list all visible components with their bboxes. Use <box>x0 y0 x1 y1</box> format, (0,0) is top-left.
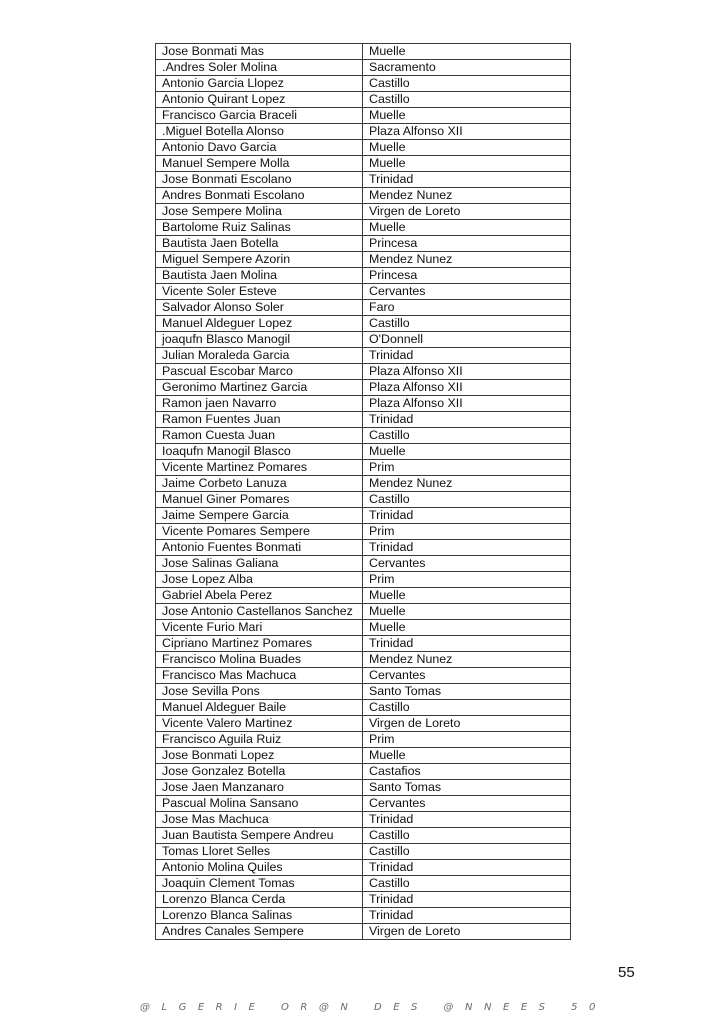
location-cell: Mendez Nunez <box>363 476 571 492</box>
table-row <box>156 284 571 300</box>
person-name-cell: Pascual Escobar Marco <box>156 364 363 380</box>
table-row <box>156 892 571 908</box>
location-cell: Santo Tomas <box>363 684 571 700</box>
location-cell: Faro <box>363 300 571 316</box>
location-cell: Prim <box>363 572 571 588</box>
location-cell: Castafios <box>363 764 571 780</box>
person-name-cell: Salvador Alonso Soler <box>156 300 363 316</box>
location-cell: Virgen de Loreto <box>363 204 571 220</box>
person-name-cell: Vicente Furio Mari <box>156 620 363 636</box>
location-cell: Muelle <box>363 604 571 620</box>
person-name-cell: Jose Gonzalez Botella <box>156 764 363 780</box>
person-name-cell: Joaquin Clement Tomas <box>156 876 363 892</box>
person-name-cell: Jose Antonio Castellanos Sanchez <box>156 604 363 620</box>
person-name-cell: Jose Sevilla Pons <box>156 684 363 700</box>
location-cell: Muelle <box>363 108 571 124</box>
person-name-cell: Jaime Sempere Garcia <box>156 508 363 524</box>
person-name-cell: Jose Salinas Galiana <box>156 556 363 572</box>
person-name-cell: Bautista Jaen Molina <box>156 268 363 284</box>
person-name-cell: Vicente Valero Martinez <box>156 716 363 732</box>
location-cell: Muelle <box>363 156 571 172</box>
location-cell: Trinidad <box>363 508 571 524</box>
location-cell: Princesa <box>363 268 571 284</box>
person-name-cell: Antonio Fuentes Bonmati <box>156 540 363 556</box>
table-row <box>156 60 571 76</box>
table-row <box>156 428 571 444</box>
location-cell: Castillo <box>363 876 571 892</box>
person-name-cell: Jaime Corbeto Lanuza <box>156 476 363 492</box>
location-cell: Castillo <box>363 700 571 716</box>
table-row <box>156 556 571 572</box>
table-row <box>156 924 571 940</box>
names-table-body <box>156 44 571 940</box>
location-cell: Mendez Nunez <box>363 188 571 204</box>
person-name-cell: Antonio Davo Garcia <box>156 140 363 156</box>
location-cell: Trinidad <box>363 812 571 828</box>
person-name-cell: Jose Bonmati Mas <box>156 44 363 60</box>
person-name-cell: Jose Bonmati Escolano <box>156 172 363 188</box>
page-number: 55 <box>618 964 635 981</box>
person-name-cell: Juan Bautista Sempere Andreu <box>156 828 363 844</box>
person-name-cell: Vicente Martinez Pomares <box>156 460 363 476</box>
location-cell: Princesa <box>363 236 571 252</box>
table-row <box>156 380 571 396</box>
table-row <box>156 108 571 124</box>
location-cell: Trinidad <box>363 540 571 556</box>
location-cell: Cervantes <box>363 284 571 300</box>
table-row <box>156 540 571 556</box>
location-cell: Plaza Alfonso XII <box>363 396 571 412</box>
location-cell: Trinidad <box>363 860 571 876</box>
location-cell: Muelle <box>363 444 571 460</box>
location-cell: Santo Tomas <box>363 780 571 796</box>
footer-watermark-text: @LGERIE OR@N DES @NNEES 50 <box>140 1002 607 1013</box>
location-cell: Castillo <box>363 316 571 332</box>
person-name-cell: Jose Sempere Molina <box>156 204 363 220</box>
person-name-cell: Miguel Sempere Azorin <box>156 252 363 268</box>
location-cell: Muelle <box>363 140 571 156</box>
location-cell: Castillo <box>363 492 571 508</box>
location-cell: Castillo <box>363 828 571 844</box>
location-cell: Muelle <box>363 620 571 636</box>
location-cell: Muelle <box>363 220 571 236</box>
person-name-cell: Lorenzo Blanca Salinas <box>156 908 363 924</box>
person-name-cell: Francisco Garcia Braceli <box>156 108 363 124</box>
location-cell: Mendez Nunez <box>363 252 571 268</box>
table-row <box>156 220 571 236</box>
table-row <box>156 588 571 604</box>
table-row <box>156 476 571 492</box>
table-row <box>156 796 571 812</box>
location-cell: Castillo <box>363 428 571 444</box>
location-cell: Plaza Alfonso XII <box>363 124 571 140</box>
person-name-cell: Bartolome Ruiz Salinas <box>156 220 363 236</box>
table-row <box>156 204 571 220</box>
table-row <box>156 236 571 252</box>
table-row <box>156 508 571 524</box>
table-row <box>156 620 571 636</box>
location-cell: Trinidad <box>363 636 571 652</box>
location-cell: Cervantes <box>363 556 571 572</box>
location-cell: Plaza Alfonso XII <box>363 380 571 396</box>
person-name-cell: .Andres Soler Molina <box>156 60 363 76</box>
table-row <box>156 492 571 508</box>
person-name-cell: Antonio Garcia Llopez <box>156 76 363 92</box>
table-row <box>156 252 571 268</box>
table-row <box>156 876 571 892</box>
person-name-cell: Manuel Aldeguer Baile <box>156 700 363 716</box>
person-name-cell: Jose Jaen Manzanaro <box>156 780 363 796</box>
table-row <box>156 716 571 732</box>
table-row <box>156 764 571 780</box>
person-name-cell: Vicente Soler Esteve <box>156 284 363 300</box>
table-row <box>156 604 571 620</box>
table-row <box>156 396 571 412</box>
table-row <box>156 76 571 92</box>
table-row <box>156 460 571 476</box>
table-row <box>156 444 571 460</box>
location-cell: Virgen de Loreto <box>363 716 571 732</box>
location-cell: Cervantes <box>363 668 571 684</box>
location-cell: Castillo <box>363 844 571 860</box>
table-row <box>156 140 571 156</box>
person-name-cell: Francisco Aguila Ruiz <box>156 732 363 748</box>
person-name-cell: Ramon Fuentes Juan <box>156 412 363 428</box>
location-cell: Muelle <box>363 44 571 60</box>
person-name-cell: Jose Mas Machuca <box>156 812 363 828</box>
person-name-cell: Andres Canales Sempere <box>156 924 363 940</box>
person-name-cell: Ramon Cuesta Juan <box>156 428 363 444</box>
table-row <box>156 364 571 380</box>
location-cell: Trinidad <box>363 172 571 188</box>
table-row <box>156 44 571 60</box>
table-row <box>156 748 571 764</box>
person-name-cell: Vicente Pomares Sempere <box>156 524 363 540</box>
table-row <box>156 156 571 172</box>
person-name-cell: Bautista Jaen Botella <box>156 236 363 252</box>
person-name-cell: Manuel Aldeguer Lopez <box>156 316 363 332</box>
person-name-cell: Andres Bonmati Escolano <box>156 188 363 204</box>
table-row <box>156 316 571 332</box>
table-row <box>156 844 571 860</box>
table-row <box>156 652 571 668</box>
table-row <box>156 572 571 588</box>
person-name-cell: Gabriel Abela Perez <box>156 588 363 604</box>
location-cell: Prim <box>363 732 571 748</box>
table-row <box>156 732 571 748</box>
location-cell: Muelle <box>363 748 571 764</box>
location-cell: Cervantes <box>363 796 571 812</box>
person-name-cell: Antonio Quirant Lopez <box>156 92 363 108</box>
location-cell: Trinidad <box>363 348 571 364</box>
person-name-cell: Ramon jaen Navarro <box>156 396 363 412</box>
table-row <box>156 268 571 284</box>
table-row <box>156 332 571 348</box>
location-cell: O'Donnell <box>363 332 571 348</box>
names-table <box>155 43 571 940</box>
person-name-cell: Manuel Giner Pomares <box>156 492 363 508</box>
location-cell: Mendez Nunez <box>363 652 571 668</box>
location-cell: Prim <box>363 460 571 476</box>
table-row <box>156 668 571 684</box>
table-row <box>156 92 571 108</box>
location-cell: Sacramento <box>363 60 571 76</box>
table-row <box>156 188 571 204</box>
person-name-cell: Julian Moraleda Garcia <box>156 348 363 364</box>
person-name-cell: Jose Bonmati Lopez <box>156 748 363 764</box>
person-name-cell: Francisco Molina Buades <box>156 652 363 668</box>
person-name-cell: Geronimo Martinez Garcia <box>156 380 363 396</box>
table-row <box>156 348 571 364</box>
location-cell: Plaza Alfonso XII <box>363 364 571 380</box>
location-cell: Muelle <box>363 588 571 604</box>
location-cell: Castillo <box>363 76 571 92</box>
table-row <box>156 524 571 540</box>
person-name-cell: Manuel Sempere Molla <box>156 156 363 172</box>
location-cell: Trinidad <box>363 412 571 428</box>
table-row <box>156 780 571 796</box>
table-row <box>156 636 571 652</box>
person-name-cell: Jose Lopez Alba <box>156 572 363 588</box>
table-row <box>156 684 571 700</box>
location-cell: Trinidad <box>363 908 571 924</box>
person-name-cell: Lorenzo Blanca Cerda <box>156 892 363 908</box>
person-name-cell: Antonio Molina Quiles <box>156 860 363 876</box>
table-row <box>156 700 571 716</box>
table-row <box>156 812 571 828</box>
location-cell: Trinidad <box>363 892 571 908</box>
location-cell: Virgen de Loreto <box>363 924 571 940</box>
location-cell: Prim <box>363 524 571 540</box>
table-row <box>156 412 571 428</box>
table-row <box>156 828 571 844</box>
person-name-cell: .Miguel Botella Alonso <box>156 124 363 140</box>
person-name-cell: Ioaqufn Manogil Blasco <box>156 444 363 460</box>
person-name-cell: Tomas Lloret Selles <box>156 844 363 860</box>
person-name-cell: Cipriano Martinez Pomares <box>156 636 363 652</box>
table-row <box>156 172 571 188</box>
person-name-cell: joaqufn Blasco Manogil <box>156 332 363 348</box>
table-row <box>156 908 571 924</box>
table-row <box>156 124 571 140</box>
location-cell: Castillo <box>363 92 571 108</box>
table-row <box>156 300 571 316</box>
person-name-cell: Francisco Mas Machuca <box>156 668 363 684</box>
table-row <box>156 860 571 876</box>
person-name-cell: Pascual Molina Sansano <box>156 796 363 812</box>
